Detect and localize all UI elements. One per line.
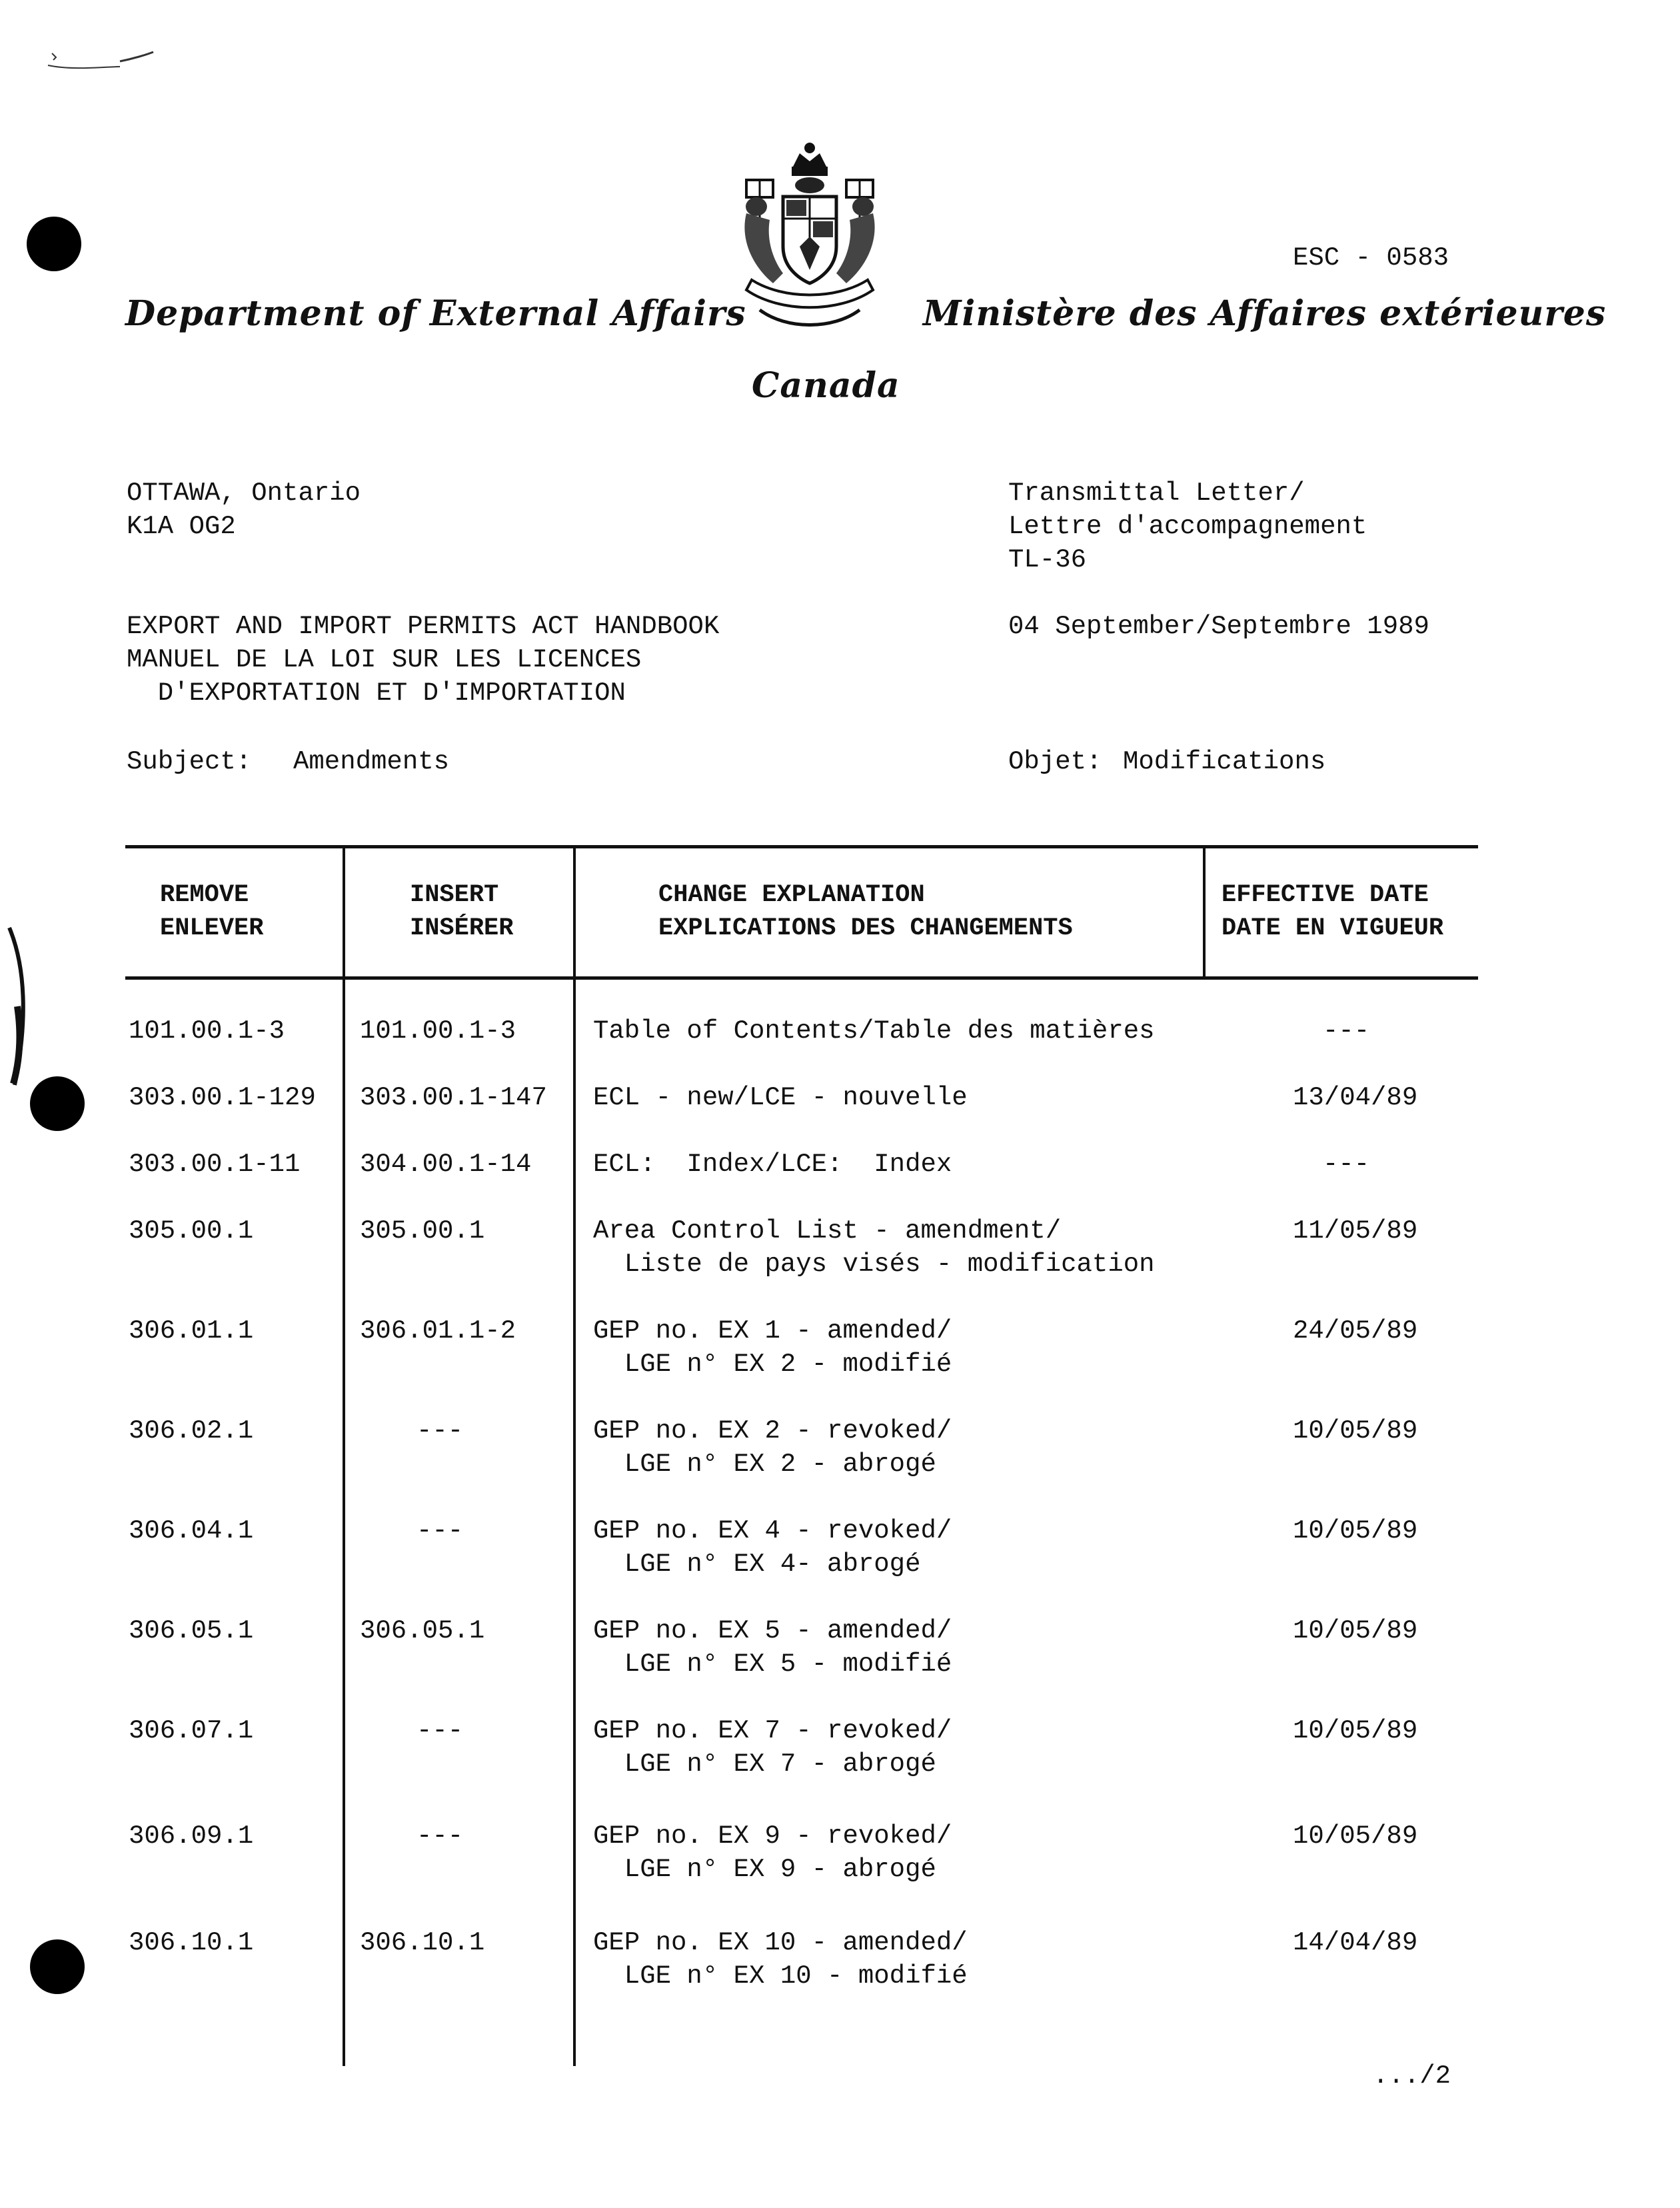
remove-cell: 305.00.1 — [129, 1216, 254, 1246]
remove-cell: 306.02.1 — [129, 1416, 254, 1446]
remove-cell: 306.01.1 — [129, 1316, 254, 1346]
insert-cell: 304.00.1-14 — [360, 1150, 532, 1179]
change-cell: GEP no. EX 4 - revoked/ — [593, 1516, 952, 1546]
letter-date: 04 September/Septembre 1989 — [1008, 612, 1429, 641]
change-cell: ECL - new/LCE - nouvelle — [593, 1083, 968, 1112]
transmittal-line-1: Transmittal Letter/ — [1008, 479, 1305, 508]
insert-cell: --- — [417, 1821, 464, 1851]
change-cell: ECL: Index/LCE: Index — [593, 1150, 952, 1179]
insert-cell: --- — [417, 1516, 464, 1546]
change-cell-french: LGE n° EX 2 - abrogé — [593, 1450, 936, 1479]
objet-value: Modifications — [1123, 747, 1326, 776]
header-insert: INSERT INSÉRER — [410, 881, 514, 942]
department-name-french: Ministère des Affaires extérieures — [923, 293, 1607, 334]
insert-cell: 305.00.1 — [360, 1216, 485, 1246]
remove-cell: 306.07.1 — [129, 1716, 254, 1745]
remove-cell: 303.00.1-11 — [129, 1150, 301, 1179]
change-cell: Table of Contents/Table des matières — [593, 1016, 1155, 1046]
effective-date-cell: 10/05/89 — [1293, 1416, 1418, 1446]
handbook-title-1: EXPORT AND IMPORT PERMITS ACT HANDBOOK — [127, 612, 720, 641]
objet-label: Objet: — [1008, 747, 1102, 776]
insert-cell: 306.10.1 — [360, 1928, 485, 1957]
change-cell-french: Liste de pays visés - modification — [593, 1250, 1155, 1279]
handbook-title-2: MANUEL DE LA LOI SUR LES LICENCES — [127, 645, 642, 674]
table-divider-3 — [1203, 845, 1206, 980]
continuation-marker: .../2 — [1373, 2061, 1451, 2091]
insert-cell: 306.01.1-2 — [360, 1316, 516, 1346]
country-name: Canada — [752, 365, 900, 406]
change-cell: Area Control List - amendment/ — [593, 1216, 1062, 1246]
address-city: OTTAWA, Ontario — [127, 479, 361, 508]
subject-label: Subject: — [127, 747, 252, 776]
change-cell: GEP no. EX 9 - revoked/ — [593, 1821, 952, 1851]
effective-date-cell: 10/05/89 — [1293, 1821, 1418, 1851]
change-cell-french: LGE n° EX 10 - modifié — [593, 1961, 968, 1991]
change-cell-french: LGE n° EX 9 - abrogé — [593, 1855, 936, 1884]
change-cell-french: LGE n° EX 4- abrogé — [593, 1550, 921, 1579]
transmittal-number: TL-36 — [1008, 545, 1087, 574]
effective-date-cell: 14/04/89 — [1293, 1928, 1418, 1957]
header-change-explanation: CHANGE EXPLANATION EXPLICATIONS DES CHANGEMENTS — [658, 881, 1073, 942]
remove-cell: 101.00.1-3 — [129, 1016, 285, 1046]
table-top-rule — [125, 845, 1478, 848]
department-name-english: Department of External Affairs — [125, 293, 746, 334]
table-header-rule — [125, 976, 1478, 980]
change-cell: GEP no. EX 2 - revoked/ — [593, 1416, 952, 1446]
insert-cell: 303.00.1-147 — [360, 1083, 547, 1112]
stray-mark-top-left — [47, 40, 160, 73]
change-cell-french: LGE n° EX 2 - modifié — [593, 1350, 952, 1379]
effective-date-cell: 10/05/89 — [1293, 1716, 1418, 1745]
effective-date-cell: 24/05/89 — [1293, 1316, 1418, 1346]
transmittal-line-2: Lettre d'accompagnement — [1008, 512, 1367, 541]
change-cell: GEP no. EX 5 - amended/ — [593, 1616, 952, 1646]
effective-date-cell: 11/05/89 — [1293, 1216, 1418, 1246]
effective-date-cell: --- — [1323, 1016, 1370, 1046]
punch-hole-top — [27, 217, 81, 271]
change-cell: GEP no. EX 10 - amended/ — [593, 1928, 968, 1957]
insert-cell: --- — [417, 1716, 464, 1745]
punch-hole-middle — [30, 1076, 85, 1131]
insert-cell: 306.05.1 — [360, 1616, 485, 1646]
remove-cell: 306.09.1 — [129, 1821, 254, 1851]
remove-cell: 306.05.1 — [129, 1616, 254, 1646]
effective-date-cell: --- — [1323, 1150, 1370, 1179]
insert-cell: 101.00.1-3 — [360, 1016, 516, 1046]
subject-value: Amendments — [293, 747, 450, 776]
remove-cell: 306.10.1 — [129, 1928, 254, 1957]
remove-cell: 306.04.1 — [129, 1516, 254, 1546]
header-effective-date: EFFECTIVE DATE DATE EN VIGUEUR — [1222, 881, 1444, 942]
change-cell-french: LGE n° EX 5 - modifié — [593, 1650, 952, 1679]
effective-date-cell: 13/04/89 — [1293, 1083, 1418, 1112]
remove-cell: 303.00.1-129 — [129, 1083, 316, 1112]
effective-date-cell: 10/05/89 — [1293, 1516, 1418, 1546]
coat-of-arms-icon — [726, 140, 893, 340]
header-remove: REMOVE ENLEVER — [160, 881, 264, 942]
change-cell-french: LGE n° EX 7 - abrogé — [593, 1749, 936, 1779]
address-postal-code: K1A OG2 — [127, 512, 236, 541]
punch-hole-bottom — [30, 1939, 85, 1994]
table-divider-2 — [573, 845, 576, 2066]
effective-date-cell: 10/05/89 — [1293, 1616, 1418, 1646]
handbook-title-3: D'EXPORTATION ET D'IMPORTATION — [127, 678, 626, 708]
change-cell: GEP no. EX 7 - revoked/ — [593, 1716, 952, 1745]
change-cell: GEP no. EX 1 - amended/ — [593, 1316, 952, 1346]
insert-cell: --- — [417, 1416, 464, 1446]
margin-mark-left — [5, 926, 32, 1086]
file-code: ESC - 0583 — [1293, 243, 1449, 273]
table-divider-1 — [343, 845, 345, 2066]
